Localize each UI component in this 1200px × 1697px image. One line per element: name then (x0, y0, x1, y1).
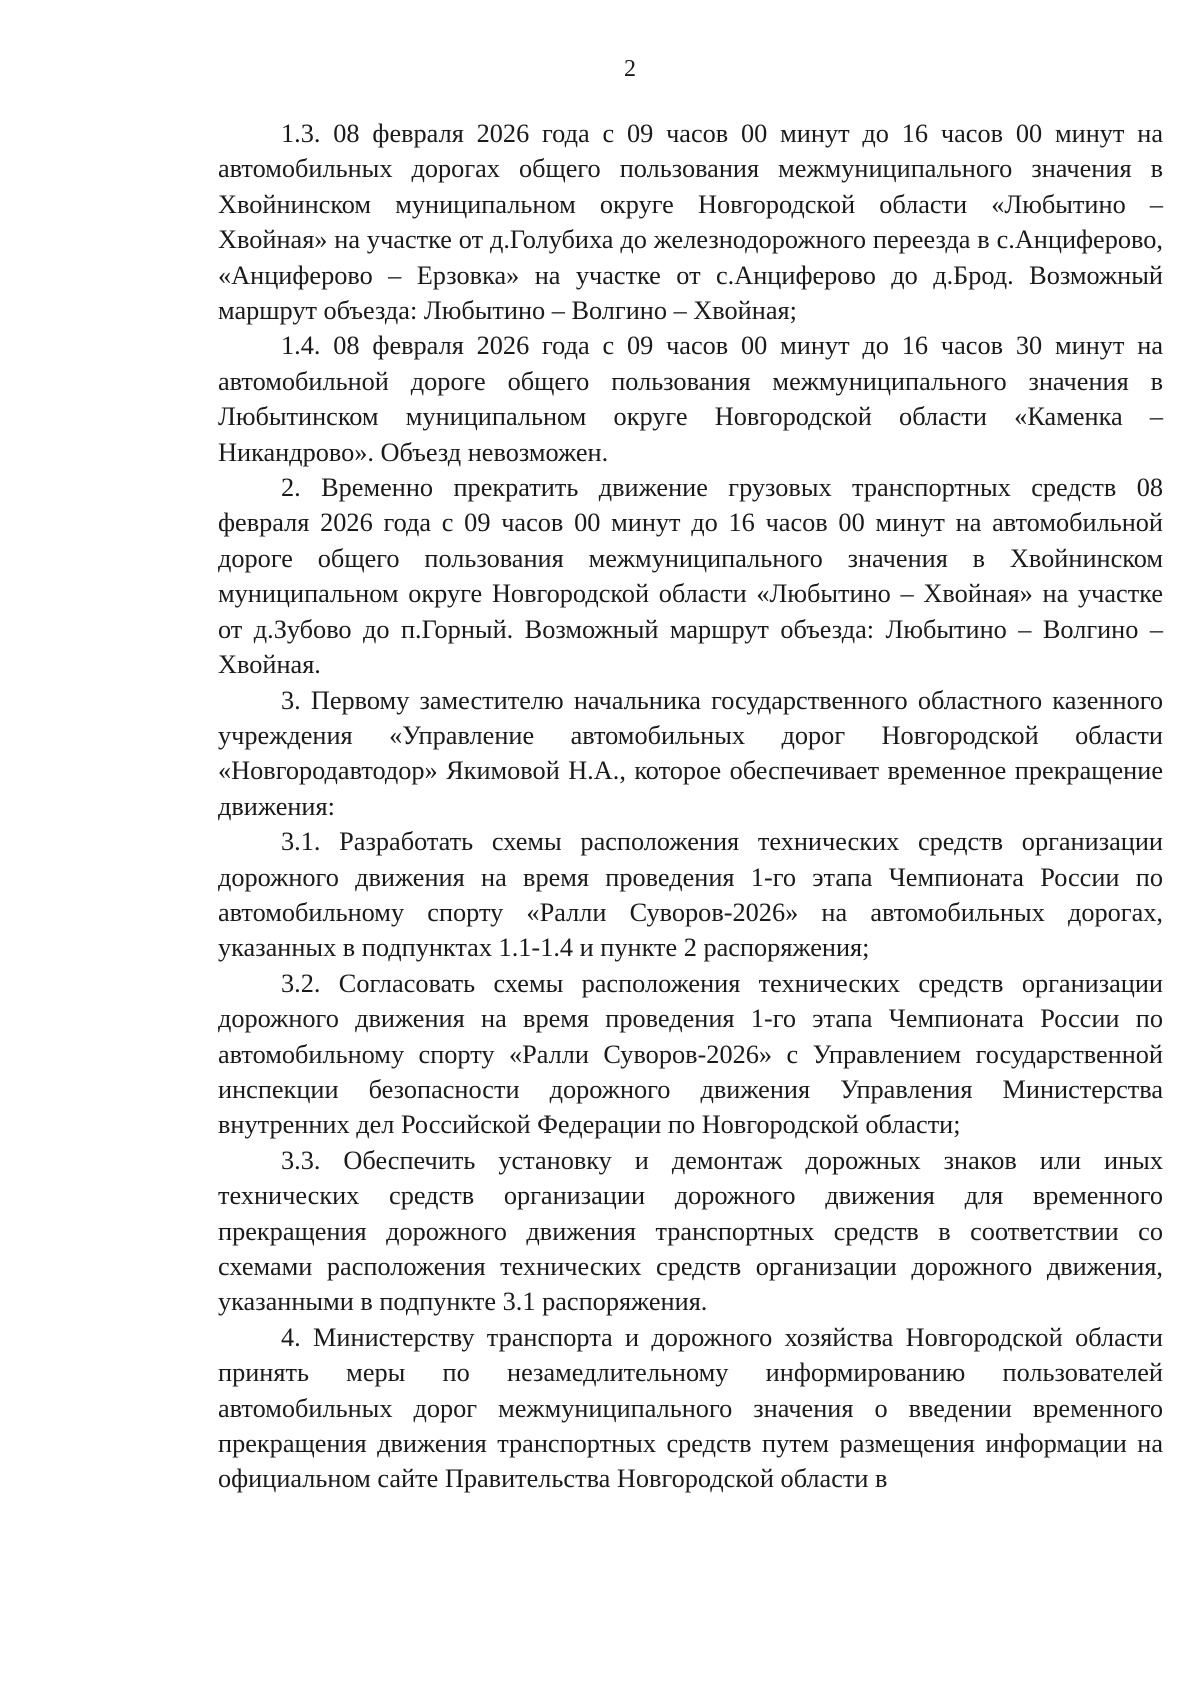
paragraph-3: 3. Первому заместителю начальника государственного областного казенного учреждения «Управление автомобильных дорог Новгородской области «Новгородавтодор» Якимовой Н.А., которое обеспечивает временное прекращение движения: (218, 685, 1163, 821)
paragraph-3-2: 3.2. Согласовать схемы расположения технических средств организации дорожного движения на время проведения 1-го этапа Чемпионата России по автомобильному спорту «Ралли Суворов-2026» с Управлением государственной инспекции безопасности дорожного движения Управления Министерства внутренних дел Российской Федерации по Новгородской области; (218, 968, 1163, 1140)
paragraph-1-4: 1.4. 08 февраля 2026 года с 09 часов 00 минут до 16 часов 30 минут на автомобильной дороге общего пользования межмуниципального значения в Любытинском муниципальном округе Новгородской области «Каменка – Никандрово». Объезд невозможен. (218, 331, 1163, 467)
paragraph-4: 4. Министерству транспорта и дорожного хозяйства Новгородской области принять меры по незамедлительному информированию пользователей автомобильных дорог межмуниципального значения о введении временного прекращения движения транспортных средств путем размещения информации на официальном сайте Правительства Новгородской области в (218, 1322, 1163, 1494)
paragraph-1-3: 1.3. 08 февраля 2026 года с 09 часов 00 минут до 16 часов 00 минут на автомобильных дорогах общего пользования межмуниципального значения в Хвойнинском муниципальном округе Новгородской области «Любытино – Хвойная» на участке от д.Голубиха до железнодорожного переезда в с.Анциферово, «Анциферово – Ерзовка» на участке от с.Анциферово до д.Брод. Возможный маршрут объезда: Любытино – Волгино – Хвойная; (218, 119, 1163, 326)
paragraph-2: 2. Временно прекратить движение грузовых транспортных средств 08 февраля 2026 года с 09 часов 00 минут до 16 часов 00 минут на автомобильной дороге общего пользования межмуниципального значения в Хвойнинском муниципальном округе Новгородской области «Любытино – Хвойная» на участке от д.Зубово до п.Горный. Возможный маршрут объезда: Любытино – Волгино – Хвойная. (218, 473, 1163, 680)
document-body (218, 116, 1163, 1497)
page-number: 2 (624, 56, 636, 82)
paragraph-3-3: 3.3. Обеспечить установку и демонтаж дорожных знаков или иных технических средств организации дорожного движения для временного прекращения дорожного движения транспортных средств в соответствии со схемами расположения технических средств организации дорожного движения, указанными в подпункте 3.1 распоряжения. (218, 1145, 1163, 1317)
paragraph-3-1: 3.1. Разработать схемы расположения технических средств организации дорожного движения на время проведения 1-го этапа Чемпионата России по автомобильному спорту «Ралли Суворов-2026» на автомобильных дорогах, указанных в подпунктах 1.1-1.4 и пункте 2 распоряжения; (218, 827, 1163, 963)
